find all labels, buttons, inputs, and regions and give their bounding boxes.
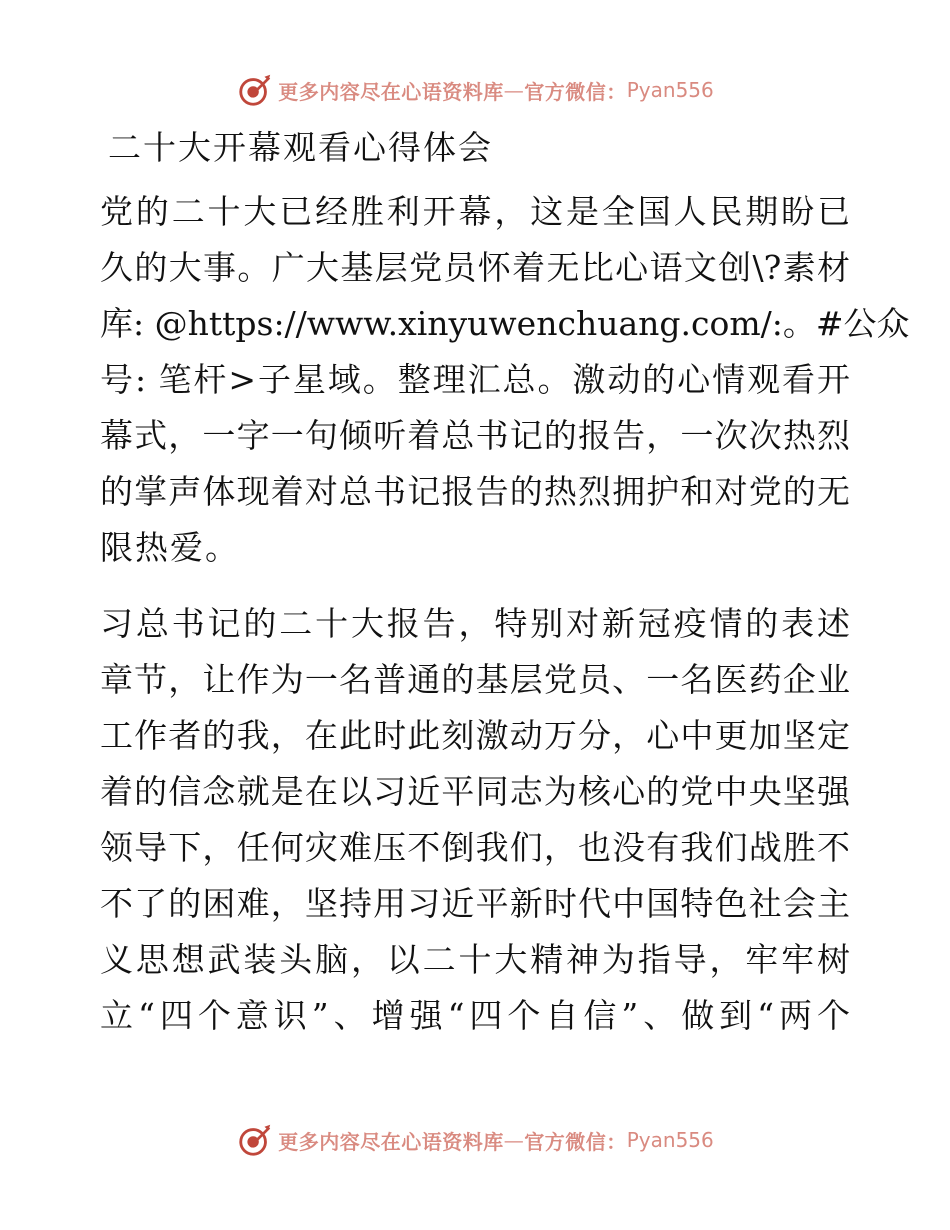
header-official-label: 官方微信： — [524, 79, 627, 104]
text-line: 号: 笔杆>子星域。整理汇总。激动的心情观看开 — [100, 360, 850, 399]
text-line: 幕式，一字一句倾听着总书记的报告，一次次热烈 — [100, 416, 850, 455]
text-line: 限热爱。 — [100, 528, 240, 567]
footer-official-label: 官方微信： — [524, 1129, 627, 1154]
text-line: 领导下，任何灾难压不倒我们，也没有我们战胜不 — [100, 828, 850, 867]
text-line: 的掌声体现着对总书记报告的热烈拥护和对党的无 — [100, 472, 850, 511]
paragraph-1 — [100, 184, 910, 576]
paragraph-2 — [100, 596, 850, 1044]
text-line: 立“四个意识”、增强“四个自信”、做到“两个 — [100, 996, 850, 1035]
header-dash: — — [503, 78, 525, 102]
text-line: 不了的困难，坚持用习近平新时代中国特色社会主 — [100, 884, 850, 923]
footer-brand-text: 更多内容尽在心语资料库 — [278, 1129, 504, 1154]
document-body — [100, 120, 910, 1044]
brand-logo-icon — [236, 1121, 274, 1159]
text-line: 章节，让作为一名普通的基层党员、一名医药企业 — [100, 660, 850, 699]
footer-dash: — — [503, 1128, 525, 1152]
text-line: 习总书记的二十大报告，特别对新冠疫情的表述 — [100, 604, 850, 643]
text-line: 久的大事。广大基层党员怀着无比心语文创\?素材 — [100, 248, 850, 287]
text-line: 工作者的我，在此时此刻激动万分，心中更加坚定 — [100, 716, 850, 755]
text-line: 党的二十大已经胜利开幕，这是全国人民期盼已 — [100, 192, 850, 231]
text-line: 着的信念就是在以习近平同志为核心的党中央坚强 — [100, 772, 850, 811]
brand-logo-icon — [236, 71, 274, 109]
header-brand-text: 更多内容尽在心语资料库 — [278, 79, 504, 104]
footer-wechat-id: Pyan556 — [626, 1128, 714, 1152]
text-line: 库: @https://www.xinyuwenchuang.com/:。#公众 — [100, 304, 910, 343]
header-banner — [0, 68, 950, 112]
text-line: 义思想武装头脑，以二十大精神为指导，牢牢树 — [100, 940, 850, 979]
page-title: 二十大开幕观看心得体会 — [108, 128, 493, 167]
header-wechat-id: Pyan556 — [626, 78, 714, 102]
footer-banner — [0, 1118, 950, 1162]
